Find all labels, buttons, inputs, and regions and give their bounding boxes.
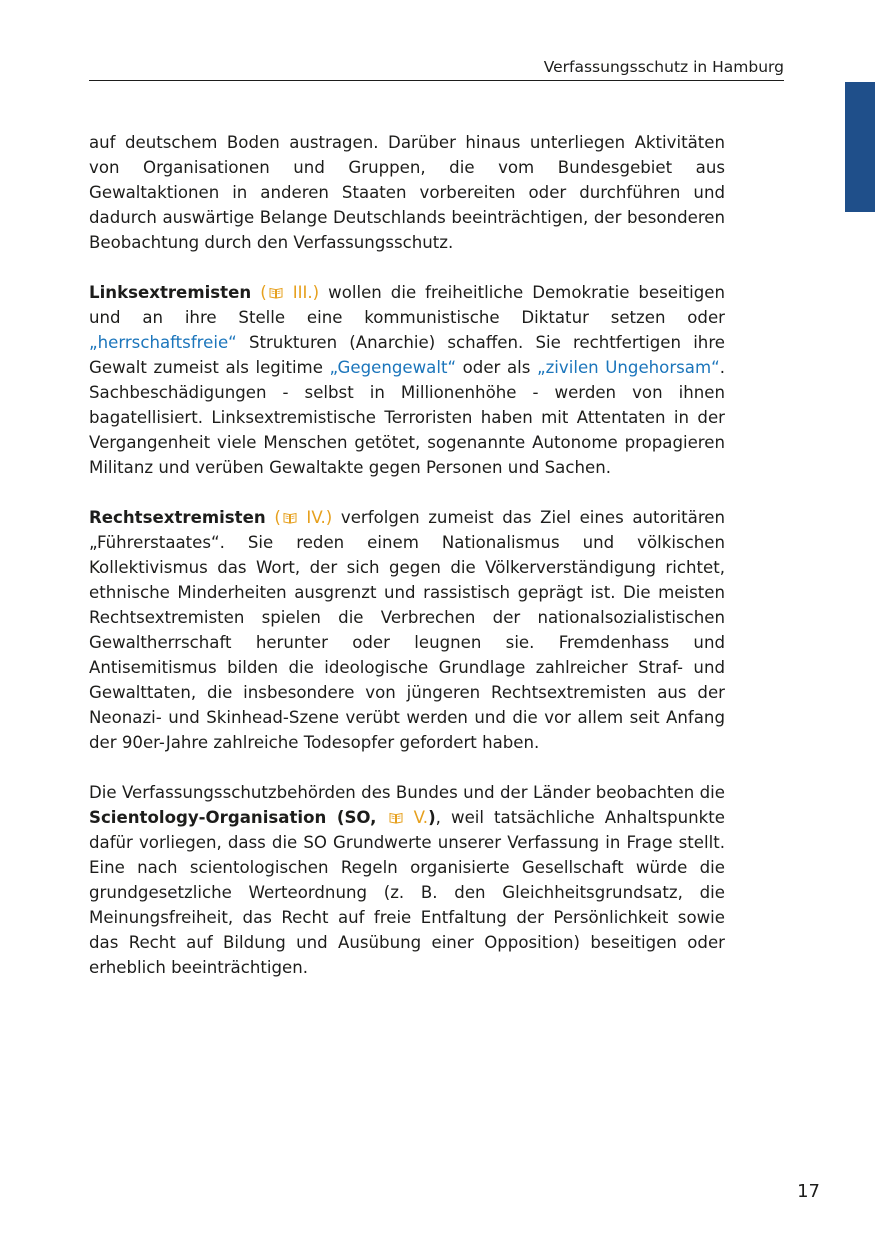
book-icon bbox=[283, 512, 297, 524]
paragraph-rechtsextremisten bbox=[89, 505, 725, 755]
term-linksextremisten: Linksextremisten bbox=[89, 283, 252, 302]
chapter-reference[interactable] bbox=[387, 808, 429, 827]
book-icon bbox=[389, 812, 403, 824]
page-number: 17 bbox=[797, 1181, 820, 1202]
glossary-term-zivilen-ungehorsam[interactable]: „zivilen Ungehorsam“ bbox=[536, 358, 720, 377]
chapter-reference[interactable] bbox=[260, 283, 319, 302]
paragraph-text: Strukturen (Anarchie) schaffen. Sie rechtfertigen ihre Gewalt zumeist als legitime bbox=[89, 333, 725, 377]
page-body bbox=[89, 130, 725, 1005]
chapter-tab bbox=[845, 82, 875, 212]
closing-paren: ) bbox=[428, 808, 436, 827]
reference-label: V. bbox=[413, 808, 429, 827]
paragraph-text: oder als bbox=[456, 358, 537, 377]
reference-label: III.) bbox=[292, 283, 320, 302]
running-header: Verfassungsschutz in Hamburg bbox=[89, 58, 784, 81]
paragraph-linksextremisten bbox=[89, 280, 725, 480]
reference-label: IV.) bbox=[306, 508, 333, 527]
book-icon bbox=[269, 287, 283, 299]
glossary-term-herrschaftsfreie[interactable]: „herrschaftsfreie“ bbox=[89, 333, 237, 352]
reference-paren: ( bbox=[274, 508, 281, 527]
term-scientology: Scientology-Organisation (SO, bbox=[89, 808, 377, 827]
chapter-reference[interactable] bbox=[274, 508, 332, 527]
paragraph-text: wollen die freiheitliche Demokratie beseitigen und an ihre Stelle eine kommunistische Diktatur setzen oder bbox=[89, 283, 726, 327]
paragraph-text: verfolgen zumeist das Ziel eines autoritären „Führerstaates“. Sie reden einem Nationalismus und völkischen Kollektivismus das Wort, der sich gegen die Völkerverständigung richtet, ethnische Minderheiten ausgrenzt und rassistisch geprägt ist. Die meisten Rechtsextremisten spielen die Verbrechen der nationalsozialistischen Gewaltherrschaft herunter oder leugnen sie. Fremdenhass und Antisemitismus bilden die ideologische Grundlage zahlreicher Straf- und Gewalttaten, die insbesondere von jüngeren Rechtsextremisten aus der Neonazi- und Skinhead-Szene verübt werden und die vor allem seit Anfang der 90er-Jahre zahlreiche Todesopfer gefordert haben. bbox=[89, 508, 726, 752]
term-rechtsextremisten: Rechtsextremisten bbox=[89, 508, 266, 527]
paragraph-text: , weil tatsächliche Anhaltspunkte dafür vorliegen, dass die SO Grundwerte unserer Verfassung in Frage stellt. Eine nach scientologischen Regeln organisierte Gesellschaft würde die grundgesetzliche Werteordnung (z. B. den Gleichheitsgrundsatz, die Meinungsfreiheit, das Recht auf freie Entfaltung der Persönlichkeit sowie das Recht auf Bildung und Ausübung einer Opposition) beseitigen oder erheblich beeinträchtigen. bbox=[89, 808, 726, 977]
reference-paren: ( bbox=[260, 283, 267, 302]
paragraph-intro-continuation: auf deutschem Boden austragen. Darüber hinaus unterliegen Aktivitäten von Organisationen und Gruppen, die vom Bundesgebiet aus Gewaltaktionen in anderen Staaten vorbereiten oder durchführen und dadurch auswärtige Belange Deutschlands beeinträchtigen, der besonderen Beobachtung durch den Verfassungsschutz. bbox=[89, 133, 725, 252]
paragraph-text: Die Verfassungsschutzbehörden des Bundes und der Länder beobachten die bbox=[89, 783, 725, 802]
paragraph-scientology bbox=[89, 780, 725, 980]
glossary-term-gegengewalt[interactable]: „Gegengewalt“ bbox=[329, 358, 457, 377]
paragraph-text: . Sachbeschädigungen - selbst in Millionenhöhe - werden von ihnen bagatellisiert. Linksextremistische Terroristen haben mit Attentaten in der Vergangenheit viele Menschen getötet, sogenannte Autonome propagieren Militanz und verüben Gewaltakte gegen Personen und Sachen. bbox=[89, 358, 726, 477]
